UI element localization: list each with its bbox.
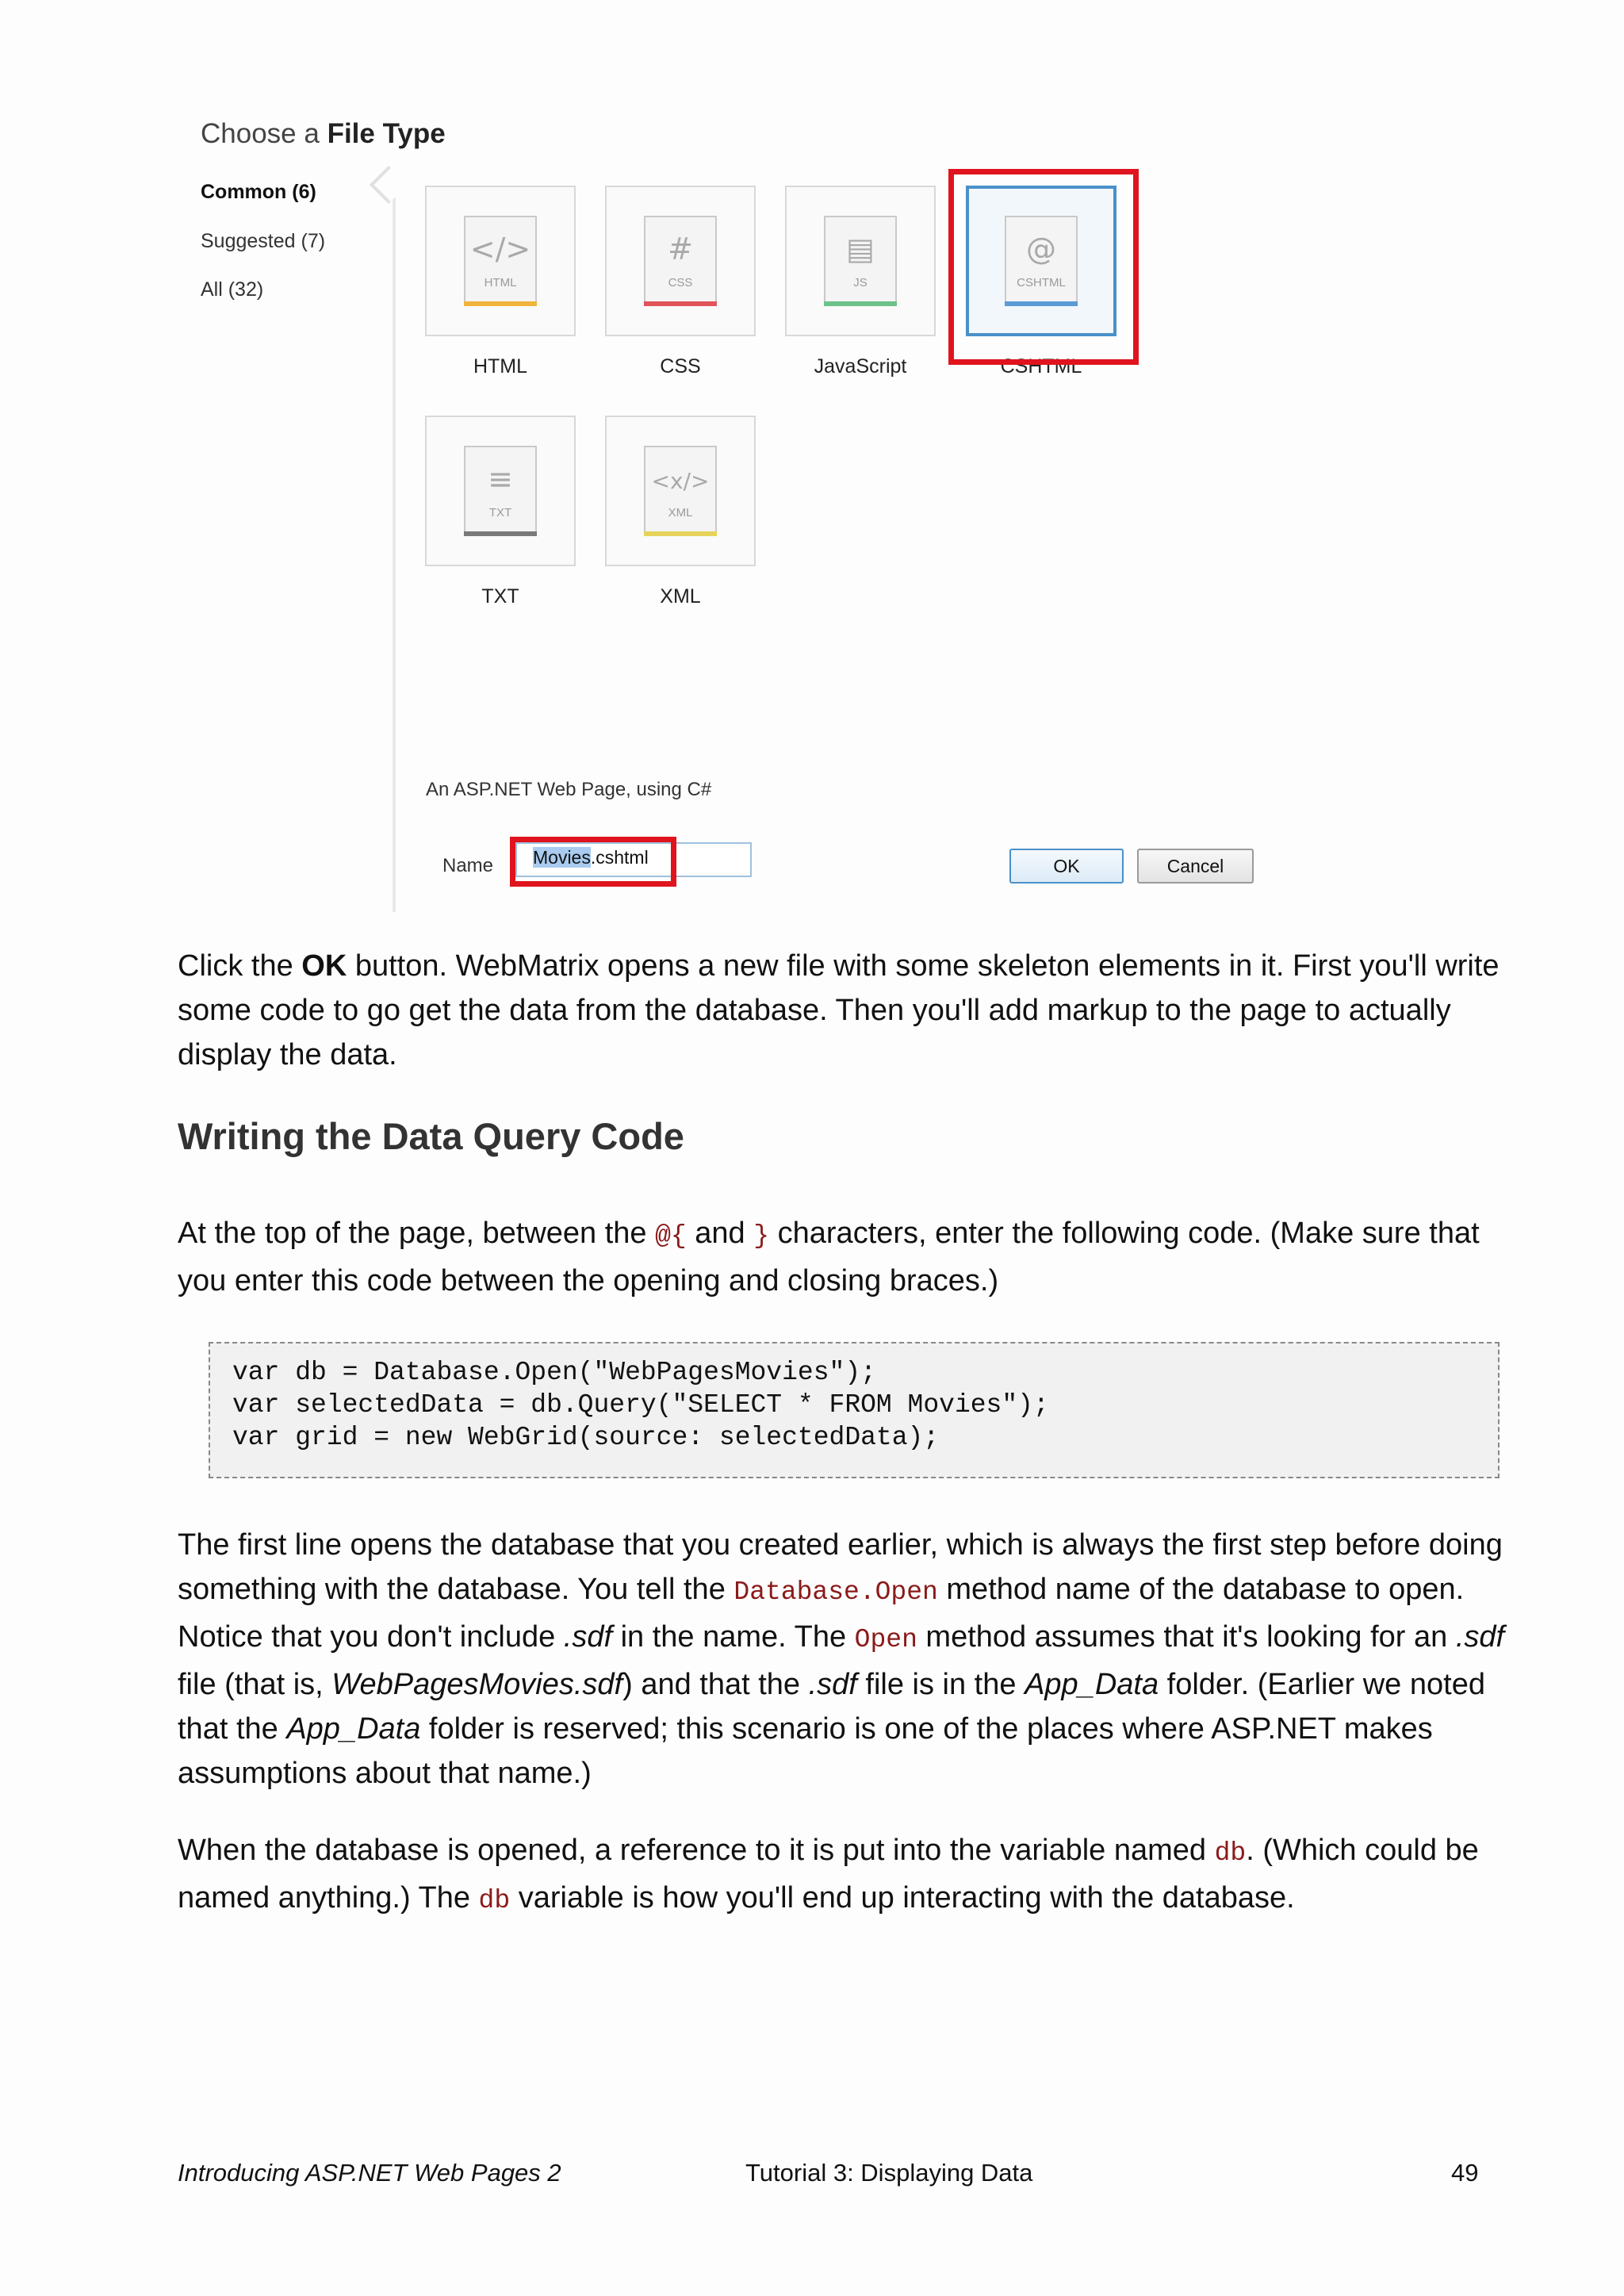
- code-block: [209, 1342, 1500, 1478]
- category-common[interactable]: Common (6): [201, 181, 316, 203]
- category-suggested[interactable]: Suggested (7): [201, 230, 326, 252]
- footer-page-number: 49: [1451, 2159, 1479, 2187]
- tile-javascript[interactable]: [785, 186, 936, 378]
- paragraph-explanation: The first line opens the database that you created earlier, which is always the first step before doing something with the database. You tell the Database.Open method name of the database to open. Notice that you don't include .sdf in the name. The Open method assumes that it's looking for an .sdf file (that is, WebPagesMovies.sdf) and that the .sdf file is in the App_Data folder. (Earlier we noted that the App_Data folder is reserved; this scenario is one of the places where ASP.NET makes assumptions about that name.): [178, 1528, 1505, 1790]
- tile-label: TXT: [481, 585, 519, 608]
- tile-label: CSHTML: [1000, 355, 1082, 378]
- cancel-button[interactable]: Cancel: [1137, 849, 1254, 884]
- txt-file-icon: ≡ TXT: [464, 446, 537, 536]
- paragraph-instructions: At the top of the page, between the @{ and } characters, enter the following code. (Make sure that you enter this code between the opening and closing braces.): [178, 1217, 1480, 1297]
- name-selected-text: Movies: [533, 847, 591, 868]
- ok-button[interactable]: OK: [1009, 849, 1124, 884]
- tile-txt[interactable]: [425, 416, 576, 608]
- category-all[interactable]: All (32): [201, 278, 264, 301]
- choose-file-type-dialog: [190, 103, 1300, 896]
- html-file-icon: </> HTML: [464, 216, 537, 306]
- javascript-file-icon: ▤ JS: [824, 216, 897, 306]
- panel-divider: [393, 182, 396, 912]
- code-line: var grid = new WebGrid(source: selectedData);: [232, 1423, 940, 1452]
- cshtml-highlight-box: [948, 169, 1139, 365]
- paragraph-db-variable: When the database is opened, a reference to it is put into the variable named db. (Which could be named anything.) The db variable is how you'll end up interacting with the database.: [178, 1834, 1479, 1915]
- footer-book-title: Introducing ASP.NET Web Pages 2: [178, 2159, 561, 2187]
- code-line: var selectedData = db.Query("SELECT * FROM Movies");: [232, 1390, 1049, 1420]
- footer-chapter: Tutorial 3: Displaying Data: [745, 2159, 1033, 2187]
- tile-label: HTML: [473, 355, 528, 378]
- tile-css[interactable]: [605, 186, 756, 378]
- tile-xml[interactable]: [605, 416, 756, 608]
- section-heading: Writing the Data Query Code: [178, 1115, 684, 1157]
- paragraph-intro: Click the OK button. WebMatrix opens a new file with some skeleton elements in it. First you'll write some code to go get the data from the database. Then you'll add markup to the page to actually display the data.: [178, 949, 1500, 1071]
- name-label: Name: [442, 855, 494, 876]
- tile-label: CSS: [660, 355, 701, 378]
- name-highlight-box: [510, 837, 676, 887]
- cshtml-file-icon: @ CSHTML: [1005, 216, 1078, 306]
- xml-file-icon: <x/> XML: [644, 446, 717, 536]
- tile-html[interactable]: [425, 186, 576, 378]
- tile-label: XML: [660, 585, 701, 608]
- tile-label: JavaScript: [814, 355, 907, 378]
- file-type-description: An ASP.NET Web Page, using C#: [426, 779, 712, 800]
- css-file-icon: # CSS: [644, 216, 717, 306]
- name-extension: .cshtml: [590, 847, 649, 868]
- dialog-title: Choose a File Type: [201, 118, 446, 149]
- category-pointer: [370, 166, 408, 204]
- code-line: var db = Database.Open("WebPagesMovies");: [232, 1358, 876, 1387]
